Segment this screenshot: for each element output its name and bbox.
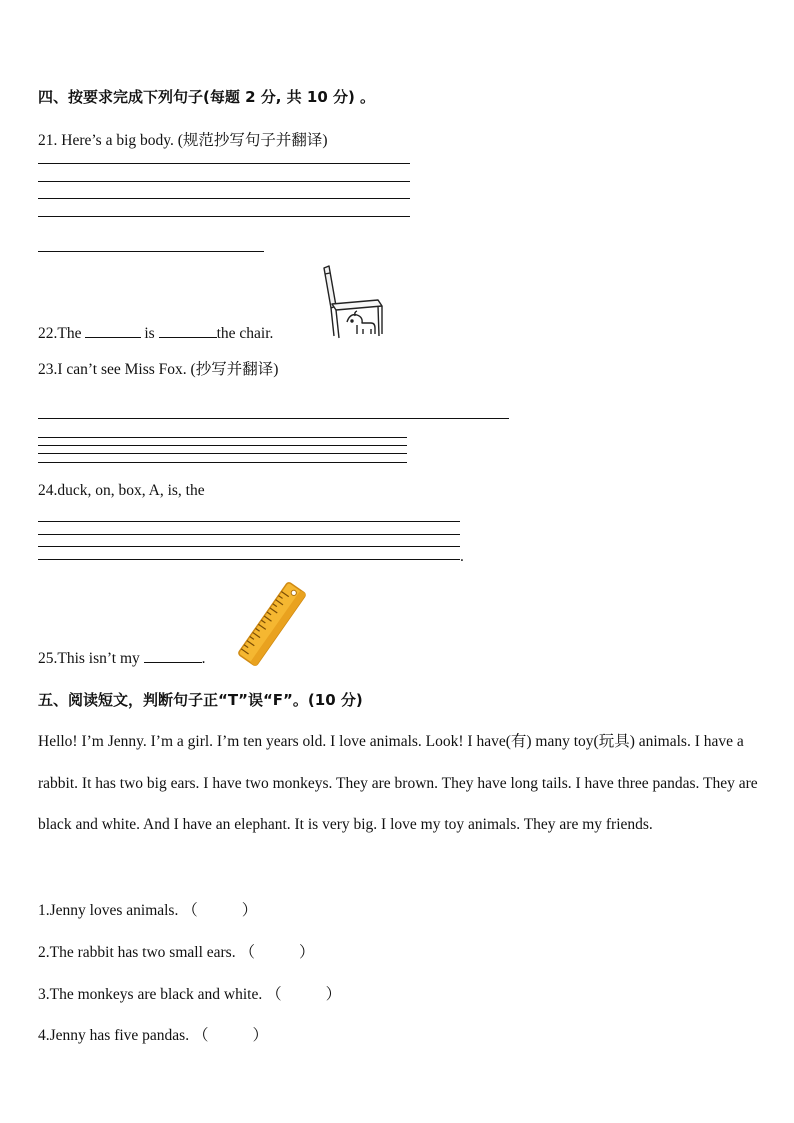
- question-21: 21. Here’s a big body. (规范抄写句子并翻译): [38, 132, 328, 149]
- writing-line[interactable]: [38, 437, 407, 438]
- tf-question-1: [38, 898, 257, 920]
- writing-line[interactable]: [38, 445, 407, 446]
- sentence-end-mark: .: [460, 548, 464, 565]
- question-23: 23.I can’t see Miss Fox. (抄写并翻译): [38, 361, 279, 378]
- answer-parentheses[interactable]: （ ）: [239, 944, 315, 961]
- tf-question-4: [38, 1023, 268, 1045]
- writing-line[interactable]: [38, 216, 410, 217]
- question-22-part2: is: [144, 325, 159, 342]
- writing-line[interactable]: [38, 418, 509, 419]
- section-5-heading: 五、阅读短文，判断句子正“T”误“F”。(10 分): [38, 691, 363, 709]
- answer-blank[interactable]: [144, 648, 202, 663]
- tf-question-text: 1.Jenny loves animals.: [38, 902, 179, 919]
- question-22: [38, 323, 273, 343]
- tf-question-text: 4.Jenny has five pandas.: [38, 1027, 190, 1044]
- chair-dog-image: [320, 264, 386, 340]
- writing-line[interactable]: [38, 559, 460, 560]
- tf-question-text: 2.The rabbit has two small ears.: [38, 944, 236, 961]
- question-25-part2: .: [201, 650, 206, 667]
- question-24: 24.duck, on, box, A, is, the: [38, 482, 205, 499]
- writing-line[interactable]: [38, 181, 410, 182]
- ruler-image: [234, 582, 310, 666]
- tf-question-2: [38, 940, 314, 962]
- question-22-part1: 22.The: [38, 325, 86, 342]
- writing-line[interactable]: [38, 546, 460, 547]
- reading-passage: Hello! I’m Jenny. I’m a girl. I’m ten years old. I love animals. Look! I have(有) many toy(玩具) animals. I have a rabbit. It has two big ears. I have two monkeys. They are brown. They have long tails. I have three pandas. They are black and white. And I have an elephant. It is very big. I love my toy animals. They are my friends.: [38, 733, 758, 833]
- answer-parentheses[interactable]: （ ）: [266, 986, 342, 1003]
- writing-line[interactable]: [38, 521, 460, 522]
- section-4-heading: 四、按要求完成下列句子(每题 2 分, 共 10 分) 。: [38, 88, 376, 106]
- answer-blank[interactable]: [159, 323, 217, 338]
- question-25-part1: 25.This isn’t my: [38, 650, 144, 667]
- question-25: [38, 648, 206, 668]
- writing-line[interactable]: [38, 198, 410, 199]
- writing-line[interactable]: [38, 163, 410, 164]
- translation-line[interactable]: [38, 251, 264, 252]
- answer-parentheses[interactable]: （ ）: [192, 1027, 268, 1044]
- tf-question-text: 3.The monkeys are black and white.: [38, 986, 263, 1003]
- answer-parentheses[interactable]: （ ）: [182, 902, 258, 919]
- question-22-part3: the chair.: [216, 325, 274, 342]
- writing-line[interactable]: [38, 453, 407, 454]
- writing-line[interactable]: [38, 534, 460, 535]
- answer-blank[interactable]: [85, 323, 141, 338]
- writing-line[interactable]: [38, 462, 407, 463]
- tf-question-3: [38, 982, 341, 1004]
